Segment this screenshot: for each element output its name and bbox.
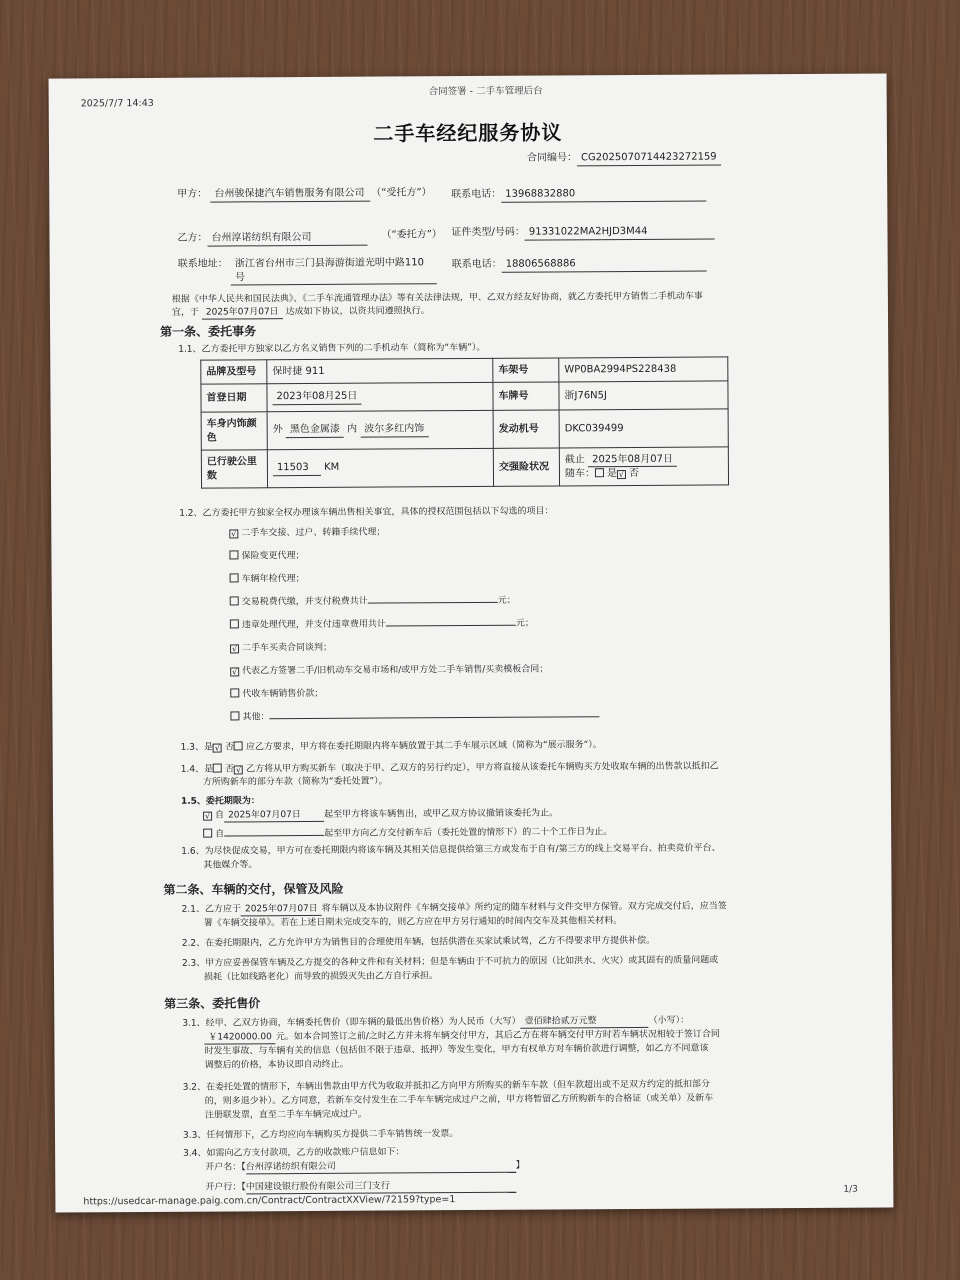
party-a-phone-label: 联系电话： (451, 188, 502, 201)
insurance-expiry (565, 452, 723, 467)
option-text: 违章处理代理，并支付违章费用共计 (241, 619, 386, 631)
clause-2-1-cont: 署《车辆交接单》。若在上述日期未完成交车的，则乙方应在甲方另行通知的时间内交车及其他相关材料。 (203, 916, 623, 929)
clause-3-3: 3.3、任何情形下，乙方均应向车辆购买方提供二手车销售统一发票。 (182, 1129, 459, 1141)
c13-text: 应乙方要求，甲方将在委托期限内将车辆放置于其二手车展示区域（简称为“展示服务”）。 (245, 740, 602, 753)
c14-no-checkbox[interactable]: √ (236, 765, 242, 775)
follow-no-checkbox[interactable]: √ (618, 470, 625, 480)
mileage-cell (267, 448, 493, 487)
party-b-id (451, 225, 714, 241)
account-bank-label: 开户行： (205, 1182, 242, 1193)
yuan-unit: 元； (497, 595, 516, 606)
contract-page (49, 73, 894, 1212)
party-b-id-label: 证件类型/号码： (451, 226, 525, 239)
term-a-prefix: 自 (215, 810, 225, 821)
clause-1-6: 1.6、为尽快促成交易，甲方可在委托期限内将该车辆及其相关信息提供给第三方或发布于自有/第三方的线上交易平台、拍卖竞价平台、 (181, 843, 721, 857)
clause-2-3-cont: 损耗（比如线路老化）而导致的损毁灭失由乙方自行承担。 (204, 971, 439, 983)
price-uppercase: 壹佰肆拾贰万元整 (521, 1015, 649, 1029)
clause-1-5-a (203, 807, 558, 822)
clause-1-4-cont: 方所购新车的部分车款（简称为“委托处置”）。 (202, 776, 388, 788)
option-checkbox[interactable] (230, 619, 239, 628)
plate-value: 浙J76N5J (559, 381, 728, 410)
c13-no-label: 否 (224, 742, 235, 753)
party-b-id-value: 91331022MA2HJD3M44 (525, 225, 715, 241)
option-checkbox[interactable]: √ (231, 644, 238, 654)
other-blank (269, 716, 599, 719)
mileage-value: 11503 (273, 461, 321, 476)
option-checkbox[interactable] (230, 688, 239, 697)
clause-1-5-b (203, 822, 612, 841)
option-item (229, 527, 385, 540)
int-prefix: 内 (347, 423, 358, 436)
option-item (230, 688, 323, 701)
account-holder: 台州淳诺纺织有限公司 (246, 1160, 516, 1175)
term-b-text: 起至甲方向乙方交付新车后（委托处置的情形下）的二十个工作日为止。 (324, 827, 613, 839)
c13-yes-checkbox[interactable]: √ (214, 743, 221, 753)
option-text: 交易税费代缴，并支付税费共计 (241, 596, 368, 608)
account-holder-label: 开户名： (205, 1162, 242, 1173)
vin-label: 车架号 (493, 358, 559, 382)
term-b-date-blank (224, 824, 324, 837)
party-b-role: （“委托方”） (381, 229, 442, 241)
contract-number (527, 150, 721, 166)
insurance-cell (559, 447, 728, 486)
page-number: 1/3 (843, 1184, 858, 1195)
color-label: 车身内饰颜色 (201, 412, 267, 450)
clause-3-1-b (204, 1028, 874, 1045)
party-a-phone-value: 13968832880 (501, 187, 706, 203)
clause-3-4: 3.4、如需向乙方支付款项，乙方的收款账户信息如下： (183, 1147, 405, 1159)
intro-line-2 (172, 305, 430, 320)
section-3-title: 第三条、委托售价 (164, 996, 261, 1011)
intro-date: 2025年07月07日 (202, 306, 283, 320)
reg-date-label: 首登日期 (201, 384, 267, 412)
term-a-text: 起至甲方将该车辆售出，或甲乙双方协议撤销该委托为止。 (324, 808, 559, 820)
section-1-title: 第一条、委托事务 (160, 324, 257, 339)
account-holder-row: 开户名：【台州淳诺纺织有限公司 】 (205, 1160, 525, 1173)
clause-3-1-c: 时发生事故、与车辆有关的信息（包括但不限于违章、抵押）等发生变化，甲方有权单方对车辆价款进行调整，如乙方不同意该 (204, 1043, 709, 1057)
clause-3-2-b: 的，则多退少补）。乙方同意，若新车交付发生在二手车车辆完成过户之前，甲方将暂留乙方所购新车的合格证（或关单）及新车 (204, 1093, 714, 1107)
term-a-checkbox[interactable]: √ (204, 811, 211, 821)
option-item (230, 642, 332, 655)
clause-1-3 (181, 739, 602, 754)
option-item (230, 709, 599, 723)
mileage-unit: KM (324, 462, 340, 474)
clause-3-1-d: 调整后的价格，本协议即自动终止。 (204, 1059, 349, 1071)
party-b-phone (452, 257, 707, 273)
reg-date-cell (267, 382, 493, 411)
option-text: 代收车辆销售价款； (242, 688, 324, 700)
insurance-label: 交强险状况 (493, 448, 559, 486)
option-checkbox[interactable] (229, 550, 238, 559)
interior-color: 波尔多红内饰 (360, 423, 428, 438)
section-2-title: 第二条、车辆的交付，保管及风险 (163, 881, 344, 897)
option-text: 保险变更代理； (241, 551, 305, 562)
party-a-label: 甲方： (177, 188, 208, 200)
violation-amount-blank (386, 625, 516, 627)
ext-prefix: 外 (272, 424, 283, 436)
c31-small-label: （小写）： (648, 1015, 690, 1026)
c21-text: 将车辆以及本协议附件《车辆交接单》所约定的随车材料与文件交甲方保管。双方完成交付后，应当签 (321, 901, 727, 914)
account-bank: 中国建设银行股份有限公司三门支行 (246, 1180, 516, 1195)
brand-value: 保时捷 911 (267, 358, 493, 383)
option-item (230, 618, 534, 632)
term-a-date: 2025年07月07日 (224, 809, 324, 823)
contract-number-label: 合同编号： (527, 152, 578, 164)
clause-2-2: 2.2、在委托期限内，乙方允许甲方为销售目的合理使用车辆，包括供潜在买家试乘试驾，乙方不得要求甲方提供补偿。 (181, 935, 656, 949)
footer-url: https://usedcar-manage.paig.com.cn/Contract/ContractXXView/72159?type=1 (83, 1194, 456, 1208)
vehicle-table (200, 356, 729, 488)
c13-no-checkbox[interactable] (234, 741, 243, 750)
reg-date-value: 2023年08月25日 (272, 390, 361, 405)
clause-1-2: 1.2、乙方委托甲方独家全权办理该车辆出售相关事宜，具体的授权范围包括以下勾选的项目： (179, 506, 554, 519)
follow-label: 随车： (564, 468, 596, 480)
option-checkbox[interactable] (230, 573, 239, 582)
engine-value: DKC039499 (559, 409, 728, 448)
party-b-address-row (178, 256, 446, 286)
option-item (229, 550, 304, 563)
insurance-date: 2025年08月07日 (588, 452, 677, 467)
c14-yes-checkbox[interactable] (213, 764, 222, 773)
option-text: 其他： (242, 712, 270, 723)
clause-1-6-cont: 其他媒介等。 (203, 860, 258, 871)
brand-label: 品牌及型号 (201, 360, 267, 384)
c31-prefix: 3.1、经甲、乙双方协商，车辆委托售价（即车辆的最低出售价格）为人民币（大写） (182, 1016, 521, 1029)
clause-3-2-c: 注册联发票，直至二手车车辆完成过户。 (204, 1109, 367, 1121)
clause-1-1: 1.1、乙方委托甲方独家以乙方名义销售下列的二手机动车（简称为“车辆”）。 (178, 342, 486, 355)
c21-date: 2025年07月07日 (241, 903, 322, 917)
clause-3-2: 3.2、在委托处置的情形下，车辆出售款由甲方代为收取并抵扣乙方向甲方所购买的新车车款（但车款超出或不足双方约定的抵扣部分 (182, 1079, 711, 1093)
account-bank-row: 开户行：【中国建设银行股份有限公司三门支行 (205, 1180, 516, 1195)
color-cell (267, 410, 493, 449)
option-checkbox[interactable]: √ (232, 667, 238, 677)
exterior-color: 黑色金属漆 (286, 423, 344, 438)
vin-value: WP0BA2994PS228438 (559, 357, 728, 382)
follow-yes-checkbox[interactable] (595, 468, 604, 477)
print-page-title: 合同签署 - 二手车管理后台 (428, 85, 543, 98)
term-b-checkbox[interactable] (203, 829, 212, 838)
yuan-unit: 元； (515, 618, 534, 629)
intro-suffix: 达成如下协议，以资共同遵照执行。 (285, 306, 430, 318)
c14-text-a: 乙方将从甲方购买新车（取决于甲、乙双方的另行约定），甲方将直接从该委托车辆购买方处收取车辆的出售款以抵扣乙 (246, 761, 719, 775)
party-b-phone-value: 18806568886 (502, 257, 707, 273)
clause-2-3: 2.3、甲方应妥善保管车辆及乙方提交的各种文件和有关材料；但是车辆由于不可抗力的原因（比如洪水、火灾）或其固有的质量问题或 (181, 955, 719, 969)
party-b-address-label: 联系地址： (177, 258, 228, 270)
price-amount: ￥1420000.00 (204, 1031, 275, 1045)
contract-number-value: CG2025070714423272159 (577, 150, 721, 165)
clause-1-4 (181, 760, 871, 776)
party-b-phone-label: 联系电话： (451, 258, 502, 271)
c14-yes-label: 1.4、是 (180, 764, 214, 775)
c14-no-label: 否 (225, 764, 235, 775)
c21-prefix: 2.1、乙方应于 (181, 904, 241, 915)
option-text: 车辆年检代理； (241, 574, 305, 585)
option-checkbox[interactable] (230, 711, 239, 720)
option-item (230, 573, 305, 586)
term-b-prefix: 自 (215, 829, 225, 840)
plate-label: 车牌号 (493, 382, 559, 410)
party-b-label: 乙方： (177, 232, 208, 244)
option-item (230, 664, 548, 678)
option-checkbox[interactable] (230, 596, 239, 605)
clause-2-1 (182, 900, 872, 917)
follow-car (565, 466, 723, 480)
party-b-row (177, 231, 367, 247)
intro-line-1: 根据《中华人民共和国民法典》、《二手车流通管理办法》等有关法律法规，甲、乙双方经友好协商，就乙方委托甲方销售二手机动车事 (171, 291, 703, 305)
clause-1-5: 1.5、委托期限为： (180, 796, 260, 807)
option-item (230, 595, 516, 609)
c13-yes-label: 1.3、是 (180, 742, 213, 753)
follow-no: 否 (628, 467, 640, 480)
party-a-role: （“受托方”） (371, 187, 432, 199)
intro-prefix: 宜，于 (171, 307, 200, 318)
mileage-label: 已行驶公里数 (201, 450, 267, 488)
tax-amount-blank (368, 602, 498, 604)
print-date: 2025/7/7 14:43 (80, 97, 154, 110)
follow-yes: 是 (606, 468, 618, 480)
party-a-name: 台州骏保捷汽车销售服务有限公司 (210, 187, 370, 202)
option-checkbox[interactable]: √ (231, 529, 237, 539)
option-text: 二手车交接、过户、转籍手续代理； (241, 527, 386, 539)
engine-label: 发动机号 (493, 410, 559, 448)
option-text: 代表乙方签署二手/旧机动车交易市场和/或甲方处二手车销售/买卖模板合同； (242, 664, 549, 677)
party-a-phone (451, 187, 706, 203)
option-text: 二手车买卖合同谈判； (241, 642, 333, 654)
document-title: 二手车经纪服务协议 (373, 120, 563, 146)
c31-text-b: 元。如本合同签订之前/之时乙方并未将车辆交付甲方，其后乙方在将车辆交付甲方时若车辆状况相较于签订合同 (275, 1029, 720, 1043)
party-b-address: 浙江省台州市三门县海游街道光明中路110号 (231, 256, 437, 285)
insurance-prefix: 截止 (564, 453, 585, 465)
party-b-name: 台州淳诺纺织有限公司 (207, 231, 367, 246)
